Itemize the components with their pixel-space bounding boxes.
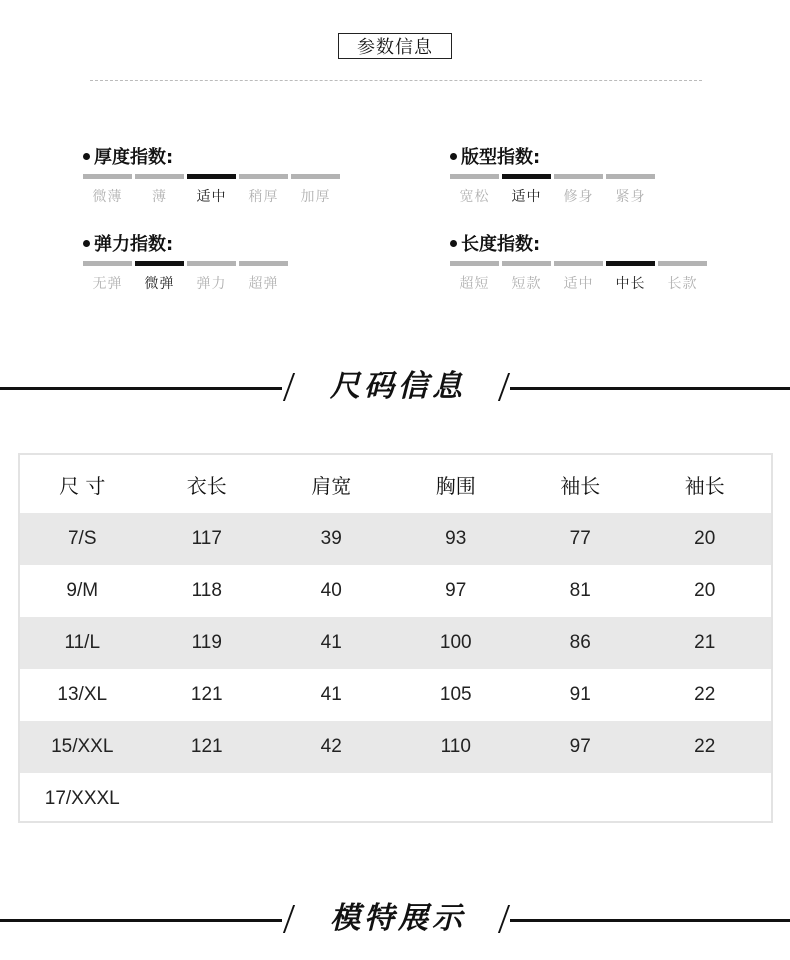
- table-cell: 13/XL: [57, 684, 108, 705]
- bullet-icon: [83, 240, 90, 247]
- table-row: [20, 617, 771, 669]
- index-label: 弹力指数:: [94, 234, 174, 255]
- index-option: 稍厚: [239, 174, 288, 206]
- index-option: 超短: [450, 261, 499, 293]
- table-cell: 20: [694, 528, 716, 549]
- bullet-icon: [450, 153, 457, 160]
- table-cell: 119: [191, 632, 222, 653]
- index-label: 版型指数:: [461, 147, 541, 168]
- table-cell: 41: [320, 684, 342, 705]
- table-row: [20, 513, 771, 565]
- section-title: 尺码信息: [330, 369, 466, 404]
- index-option: 加厚: [291, 174, 340, 206]
- table-cell: 22: [694, 736, 716, 757]
- table-cell: 110: [440, 736, 471, 757]
- index-label: 长度指数:: [461, 234, 541, 255]
- slash-mark: [498, 905, 510, 933]
- table-cell: 9/M: [66, 580, 99, 601]
- thickness-index: [83, 147, 340, 206]
- table-cell: 21: [694, 632, 716, 653]
- divider-line: [0, 387, 282, 390]
- table-cell: 41: [320, 632, 342, 653]
- table-cell: 22: [694, 684, 716, 705]
- elasticity-index: [83, 234, 288, 293]
- index-option-selected: 适中: [502, 174, 551, 206]
- table-row: [20, 773, 771, 825]
- table-cell: 17/XXXL: [44, 788, 120, 809]
- table-cell: 7/S: [67, 528, 97, 549]
- table-cell: 93: [445, 528, 467, 549]
- index-option: 短款: [502, 261, 551, 293]
- divider-line: [510, 387, 790, 390]
- slash-mark: [283, 373, 295, 401]
- bullet-icon: [83, 153, 90, 160]
- table-row: [20, 721, 771, 773]
- table-cell: 20: [694, 580, 716, 601]
- model-display-header: [0, 899, 790, 939]
- table-cell: 81: [569, 580, 591, 601]
- size-table: [18, 453, 773, 823]
- table-cell: 117: [191, 528, 222, 549]
- index-option: 超弹: [239, 261, 288, 293]
- length-index: [450, 234, 707, 293]
- size-info-header: [0, 367, 790, 407]
- index-option-selected: 中长: [606, 261, 655, 293]
- index-option-selected: 微弹: [135, 261, 184, 293]
- table-cell: 121: [190, 684, 223, 705]
- index-option: 弹力: [187, 261, 236, 293]
- table-cell: 86: [569, 632, 591, 653]
- column-header: 胸围: [435, 473, 476, 498]
- table-cell: 11/L: [64, 632, 101, 653]
- section-title: 模特展示: [330, 901, 466, 936]
- index-option: 薄: [135, 174, 184, 206]
- column-header: 袖长: [560, 473, 601, 498]
- slash-mark: [283, 905, 295, 933]
- divider-line: [510, 919, 790, 922]
- table-cell: 15/XXL: [51, 736, 114, 757]
- index-option: 微薄: [83, 174, 132, 206]
- column-header: 肩宽: [311, 473, 352, 498]
- table-cell: 91: [569, 684, 591, 705]
- table-cell: 121: [190, 736, 223, 757]
- table-cell: 97: [569, 736, 591, 757]
- index-option: 适中: [554, 261, 603, 293]
- table-row: [20, 669, 771, 721]
- table-cell: 42: [320, 736, 342, 757]
- table-cell: 105: [439, 684, 472, 705]
- table-row: [20, 565, 771, 617]
- index-option: 无弹: [83, 261, 132, 293]
- table-header-row: [20, 455, 771, 513]
- index-option: 长款: [658, 261, 707, 293]
- index-option: 修身: [554, 174, 603, 206]
- table-cell: 39: [320, 528, 342, 549]
- index-option-selected: 适中: [187, 174, 236, 206]
- column-header: 尺 寸: [59, 473, 106, 498]
- table-cell: 40: [320, 580, 342, 601]
- index-option: 紧身: [606, 174, 655, 206]
- index-option: 宽松: [450, 174, 499, 206]
- table-cell: 100: [439, 632, 472, 653]
- dotted-divider: [90, 80, 702, 81]
- table-cell: 118: [191, 580, 222, 601]
- index-label: 厚度指数:: [94, 147, 174, 168]
- divider-line: [0, 919, 282, 922]
- slash-mark: [498, 373, 510, 401]
- bullet-icon: [450, 240, 457, 247]
- table-cell: 77: [569, 528, 591, 549]
- param-info-title: 参数信息: [338, 33, 452, 59]
- column-header: 衣长: [186, 473, 227, 498]
- column-header: 袖长: [684, 473, 725, 498]
- table-cell: 97: [445, 580, 467, 601]
- fit-index: [450, 147, 655, 206]
